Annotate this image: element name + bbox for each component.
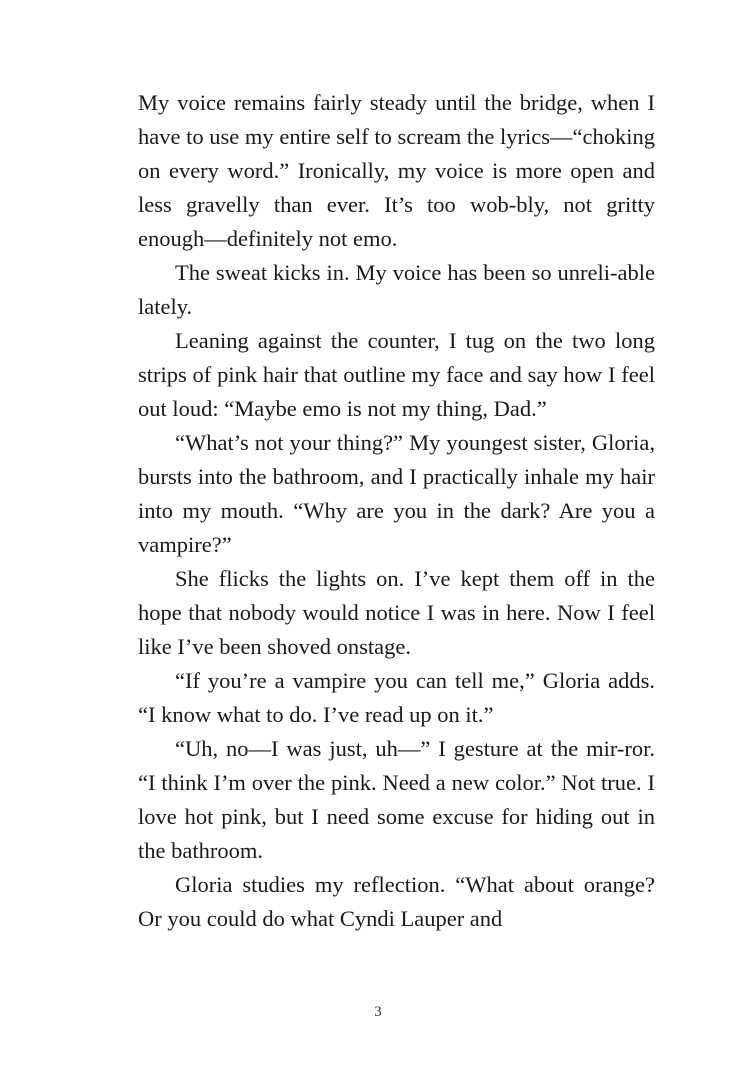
paragraph: She flicks the lights on. I’ve kept them off in the hope that nobody would notice I was in here. Now I feel like I’ve been shoved onstage. bbox=[138, 566, 655, 659]
paragraph: “Uh, no—I was just, uh—” I gesture at the mir-ror. “I think I’m over the pink. Need a new color.” Not true. I love hot pink, but I need some excuse for hiding out in the bathroom. bbox=[138, 736, 655, 863]
paragraph: Leaning against the counter, I tug on the two long strips of pink hair that outline my face and say how I feel out loud: “Maybe emo is not my thing, Dad.” bbox=[138, 328, 655, 421]
page-number: 3 bbox=[374, 1004, 382, 1020]
paragraph: “What’s not your thing?” My youngest sister, Gloria, bursts into the bathroom, and I practically inhale my hair into my mouth. “Why are you in the dark? Are you a vampire?” bbox=[138, 430, 655, 557]
paragraph: Gloria studies my reflection. “What about orange? Or you could do what Cyndi Lauper and bbox=[138, 872, 655, 931]
body-text bbox=[138, 86, 655, 936]
paragraph: “If you’re a vampire you can tell me,” Gloria adds. “I know what to do. I’ve read up on it.” bbox=[138, 668, 655, 727]
paragraph: The sweat kicks in. My voice has been so unreli-able lately. bbox=[138, 260, 655, 319]
paragraph: My voice remains fairly steady until the bridge, when I have to use my entire self to scream the lyrics—“choking on every word.” Ironically, my voice is more open and less gravelly than ever. It’s too wob-bly, not gritty enough—definitely not emo. bbox=[138, 90, 655, 251]
